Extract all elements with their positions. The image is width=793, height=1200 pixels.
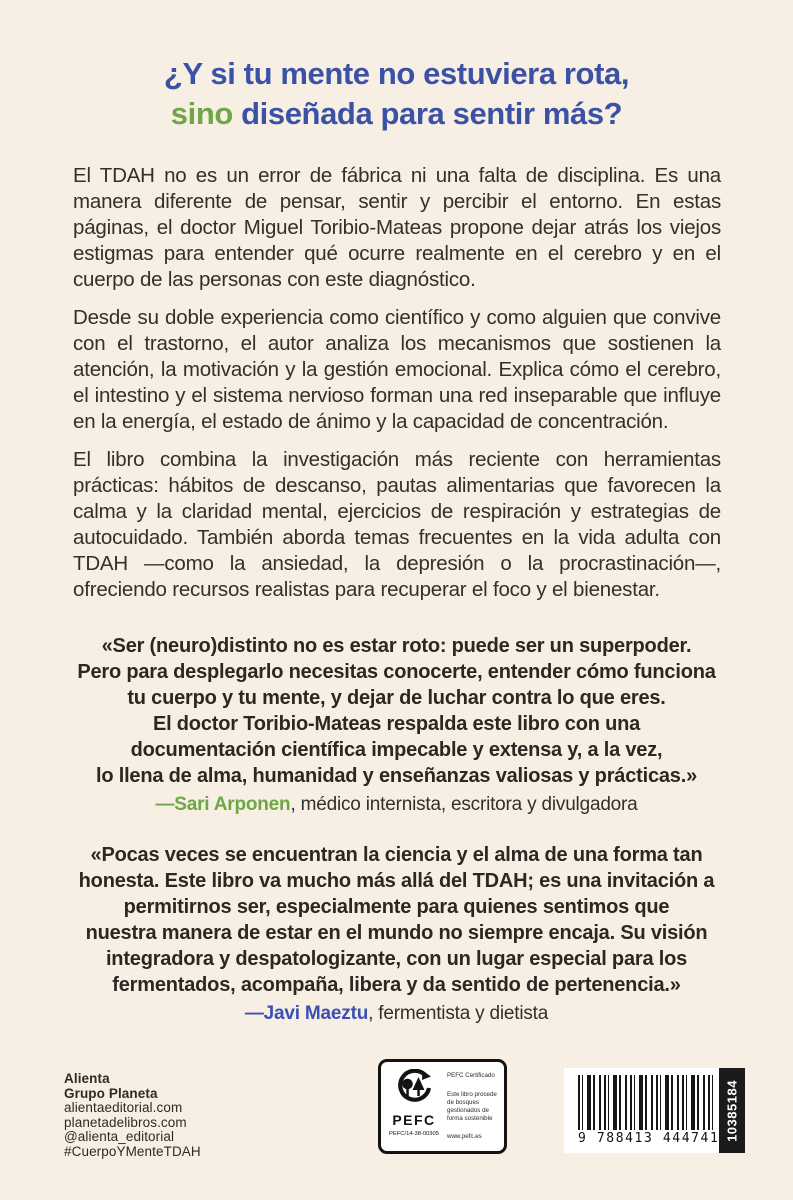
isbn-barcode	[564, 1068, 745, 1153]
quote-author-role-2: , fermentista y dietista	[368, 1003, 549, 1024]
quote-line: honesta. Este libro va mucho más allá del TDAH; es una invitación a	[78, 870, 715, 892]
quote-attribution-2	[0, 1001, 793, 1027]
quote-author-2: —Javi Maeztu	[244, 1003, 369, 1024]
quote-author-role-1: , médico internista, escritora y divulgadora	[290, 794, 638, 815]
publisher-website-2: planetadelibros.com	[64, 1114, 187, 1130]
isbn-number: 9 788413 444741	[578, 1131, 720, 1146]
pefc-certified-label: PEFC Certificado	[447, 1072, 495, 1079]
endorsement-quote-2	[0, 842, 793, 1027]
barcode-bars	[578, 1075, 716, 1130]
publisher-block	[64, 1072, 201, 1159]
paragraph-3: El libro combina la investigación más reciente con herramientas prácticas: hábitos de descanso, pautas alimentarias que favorecen la calma y la claridad mental, ejercicios de respiración y estrategias de autocuidado. También aborda temas frecuentes en la vida adulta con TDAH —como la ansiedad, la depresión o la procrastinación—, ofreciendo recursos realistas para recuperar el foco y el bienestar.	[73, 448, 721, 601]
quote-line: lo llena de alma, humanidad y enseñanzas valiosas y prácticas.»	[95, 765, 697, 787]
quote-line: tu cuerpo y tu mente, y dejar de luchar contra lo que eres.	[127, 687, 666, 709]
pefc-website: www.pefc.es	[447, 1133, 482, 1140]
cover-title-highlight: sino	[170, 96, 233, 131]
quote-line: El doctor Toribio-Mateas respalda este libro con una	[152, 713, 641, 735]
quote-line: permitirnos ser, especialmente para quienes sentimos que	[123, 896, 670, 918]
pefc-description: Este libro procede de bosques gestionados de forma sostenible	[447, 1090, 497, 1122]
paragraph-2: Desde su doble experiencia como científico y como alguien que convive con el trastorno, el autor analiza los mecanismos que sostienen la atención, la motivación y la gestión emocional. Explica cómo el cerebro, el intestino y el sistema nervioso forman una red inseparable que influye en la energía, el estado de ánimo y la capacidad de concentración.	[73, 306, 721, 433]
paragraph-1: El TDAH no es un error de fábrica ni una falta de disciplina. Es una manera diferente de pensar, sentir y percibir el entorno. En estas páginas, el doctor Miguel Toribio-Mateas propone dejar atrás los viejos estigmas para entender qué ocurre realmente en el cerebro y en el cuerpo de las personas con este diagnóstico.	[73, 164, 721, 291]
pefc-logo-icon	[394, 1069, 434, 1111]
publisher-hashtag: #CuerpoYMenteTDAH	[64, 1143, 201, 1159]
quote-line: fermentados, acompaña, libera y da sentido de pertenencia.»	[112, 974, 681, 996]
publisher-social-handle: @alienta_editorial	[64, 1129, 175, 1144]
body-copy	[73, 163, 721, 603]
quote-line: Pero para desplegarlo necesitas conocerte, entender cómo funciona	[77, 661, 716, 683]
pefc-license-code: PEFC/14-38-00305	[389, 1131, 439, 1137]
quote-line: integradora y despatologizante, con un lugar especial para los	[105, 948, 688, 970]
publisher-group: Grupo Planeta	[64, 1085, 158, 1101]
quote-line: documentación científica impecable y extensa y, a la vez,	[130, 739, 663, 761]
pefc-certification-box	[378, 1059, 507, 1154]
pefc-right-column	[447, 1069, 498, 1145]
cover-title-line1: ¿Y si tu mente no estuviera rota,	[163, 56, 630, 91]
endorsement-quote-1	[0, 633, 793, 818]
publisher-website-1: alientaeditorial.com	[64, 1100, 183, 1115]
quote-line: «Pocas veces se encuentran la ciencia y el alma de una forma tan	[90, 844, 703, 866]
barcode-side-code: 10385184	[724, 1079, 740, 1142]
quote-author-1: —Sari Arponen	[155, 794, 291, 815]
pefc-name: PEFC	[392, 1112, 436, 1128]
quote-line: «Ser (neuro)distinto no es estar roto: puede ser un superpoder.	[101, 635, 692, 657]
cover-title-line2: diseñada para sentir más?	[232, 96, 623, 131]
quote-line: nuestra manera de estar en el mundo no siempre encaja. Su visión	[85, 922, 708, 944]
barcode-side-strip	[719, 1068, 745, 1153]
publisher-name: Alienta	[64, 1071, 110, 1086]
barcode-area	[564, 1068, 719, 1153]
cover-title	[0, 54, 793, 134]
pefc-left-column	[388, 1069, 440, 1145]
quote-attribution-1	[0, 792, 793, 818]
